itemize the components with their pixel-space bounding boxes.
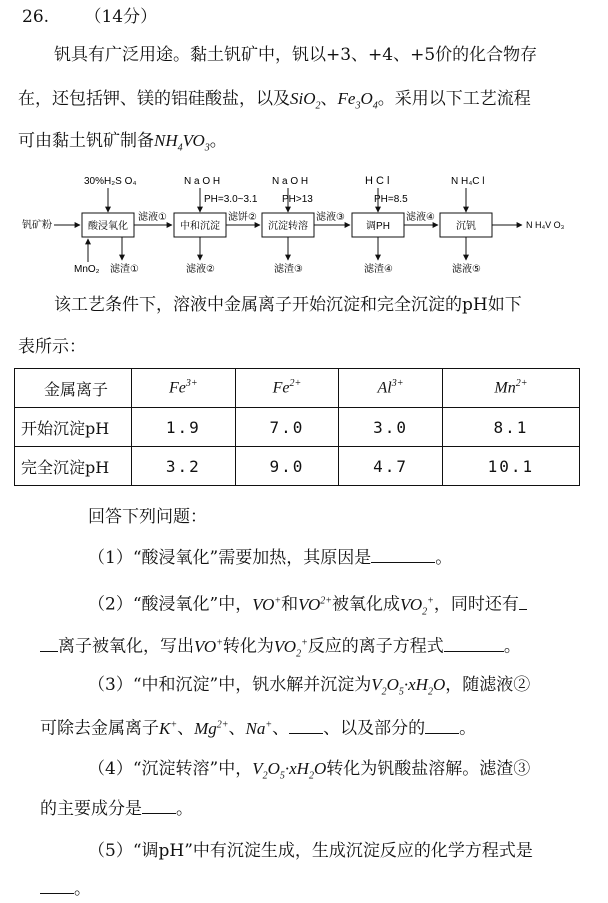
formula-nh4vo3: $NH_4VO_3$	[154, 131, 210, 154]
cell-complete-fe3: 3.2	[132, 447, 236, 486]
step-neutralize: 中和沉淀	[180, 221, 220, 232]
reagent-naoh-2: N a O H	[272, 176, 309, 187]
question-4-line-2: 的主要成分是 。	[40, 799, 193, 819]
residue-3: 滤渣③	[274, 264, 303, 275]
header-mn2: $Mn^{2+}$	[442, 369, 579, 408]
process-flow-diagram	[0, 168, 608, 278]
cell-start-mn2: 8.1	[442, 408, 579, 447]
cell-start-fe2: 7.0	[235, 408, 339, 447]
intro-line-1: 钒具有广泛用途。黏土钒矿中，钒以+3、+4、+5价的化合物存	[54, 45, 538, 65]
intro-line-3: 可由黏土钒矿制备$NH_4VO_3$。	[18, 131, 227, 154]
flow-product: N H₄V O₃	[526, 220, 565, 230]
filtrate-5: 滤液⑤	[452, 264, 481, 275]
question-1: （1）“酸浸氧化”需要加热，其原因是 。	[88, 548, 453, 568]
row-label-start: 开始沉淀pH	[15, 408, 132, 447]
question-number-text: 26.	[22, 7, 50, 27]
answer-blank-3b[interactable]	[425, 717, 459, 734]
reagent-hcl: H C l	[365, 175, 390, 187]
filtrate-3: 滤液③	[316, 212, 345, 223]
condition-ph-2: PH>13	[282, 194, 313, 205]
filtrate-2: 滤液②	[186, 264, 215, 275]
formula-sio2: SiO$_2$	[290, 89, 321, 112]
question-score: （14分）	[84, 7, 158, 27]
flow-start-label: 钒矿粉	[22, 220, 52, 231]
formula-vo-plus-2: VO+	[194, 636, 223, 656]
answer-blank-2a[interactable]	[519, 593, 527, 610]
answer-blank-2b[interactable]	[40, 635, 58, 652]
cell-complete-fe2: 9.0	[235, 447, 339, 486]
question-5-line-1: （5）“调pH”中有沉淀生成，生成沉淀反应的化学方程式是	[88, 841, 533, 861]
question-3-line-1: （3）“中和沉淀”中，钒水解并沉淀为$V_2O_5\cdot xH_2O$，随滤液②	[88, 675, 531, 698]
header-fe3: $Fe^{3+}$	[132, 369, 236, 408]
formula-vo-plus: VO+	[252, 594, 282, 614]
answer-blank-2c[interactable]	[444, 635, 504, 652]
ion-mg: $Mg^{2+}$	[194, 718, 229, 738]
condition-ph-3: PH=8.5	[374, 194, 408, 205]
question-4-line-1: （4）“沉淀转溶”中，$V_2O_5\cdot xH_2O$转化为钒酸盐溶解。滤渣③	[88, 759, 531, 782]
header-al3: $Al^{3+}$	[339, 369, 443, 408]
question-5-line-2: 。	[40, 876, 91, 902]
step-acid-leach: 酸浸氧化	[88, 221, 128, 232]
question-2-line-1: （2）“酸浸氧化”中，VO+和$VO^{2+}$被氧化成$VO_2^+$，同时还有	[88, 588, 527, 625]
cell-complete-al3: 4.7	[339, 447, 443, 486]
intro-text: 在，还包括钾、镁的铝硅酸盐，以及	[18, 89, 290, 109]
reagent-naoh-1: N a O H	[184, 176, 221, 187]
condition-ph-1: PH=3.0~3.1	[204, 194, 258, 205]
residue-4: 滤渣④	[364, 264, 393, 275]
step-precipitate-v: 沉钒	[456, 221, 476, 232]
answer-prompt: 回答下列问题：	[88, 507, 207, 527]
reagent-nh4cl: N H₄C l	[451, 176, 485, 187]
question-number	[22, 4, 157, 30]
filter-cake-2: 滤饼②	[228, 212, 257, 223]
filtrate-4: 滤液④	[406, 212, 435, 223]
formula-v2o5-xh2o: $V_2O_5\cdot xH_2O$	[371, 675, 446, 698]
table-row	[15, 447, 580, 486]
answer-blank-4[interactable]	[142, 797, 176, 814]
answer-blank-3a[interactable]	[289, 717, 323, 734]
residue-1: 滤渣①	[110, 264, 139, 275]
table-intro-line-2: 表所示：	[18, 337, 86, 357]
filtrate-1: 滤液①	[138, 212, 167, 223]
table-intro-line-1: 该工艺条件下，溶液中金属离子开始沉淀和完全沉淀的pH如下	[54, 295, 522, 315]
question-3-line-2: 可除去金属离子K+、$Mg^{2+}$、Na+、 、以及部分的 。	[40, 718, 477, 739]
ion-na: Na+	[245, 718, 273, 738]
ion-k: K+	[159, 718, 178, 738]
row-label-complete: 完全沉淀pH	[15, 447, 132, 486]
ph-table	[14, 368, 580, 486]
cell-complete-mn2: 10.1	[442, 447, 579, 486]
header-fe2: $Fe^{2+}$	[235, 369, 339, 408]
formula-vo2-ion-2: $VO_2^+$	[273, 636, 308, 660]
formula-fe3o4: $Fe_3O_4$	[337, 89, 378, 112]
table-row	[15, 408, 580, 447]
formula-vo2-ion: $VO_2^+$	[400, 594, 434, 618]
step-redissolve: 沉淀转溶	[268, 221, 308, 232]
formula-vo2-plus: $VO^{2+}$	[298, 594, 333, 614]
cell-start-al3: 3.0	[339, 408, 443, 447]
table-header-row	[15, 369, 580, 408]
input-mno2: MnO₂	[74, 264, 100, 275]
question-2-line-2: 离子被氧化，写出VO+转化为$VO_2^+$反应的离子方程式 。	[40, 630, 521, 667]
cell-start-fe3: 1.9	[132, 408, 236, 447]
answer-blank-1[interactable]	[371, 546, 435, 563]
formula-v2o5-xh2o-2: $V_2O_5\cdot xH_2O$	[252, 759, 327, 782]
intro-line-2: 在，还包括钾、镁的铝硅酸盐，以及SiO$_2$、$Fe_3O_4$。采用以下工艺流程	[18, 89, 531, 112]
reagent-h2so4: 30%H₂S O₄	[84, 176, 137, 187]
step-adjust-ph: 调PH	[366, 221, 390, 232]
answer-blank-5[interactable]	[40, 877, 74, 894]
header-metal-ion: 金属离子	[15, 369, 132, 408]
